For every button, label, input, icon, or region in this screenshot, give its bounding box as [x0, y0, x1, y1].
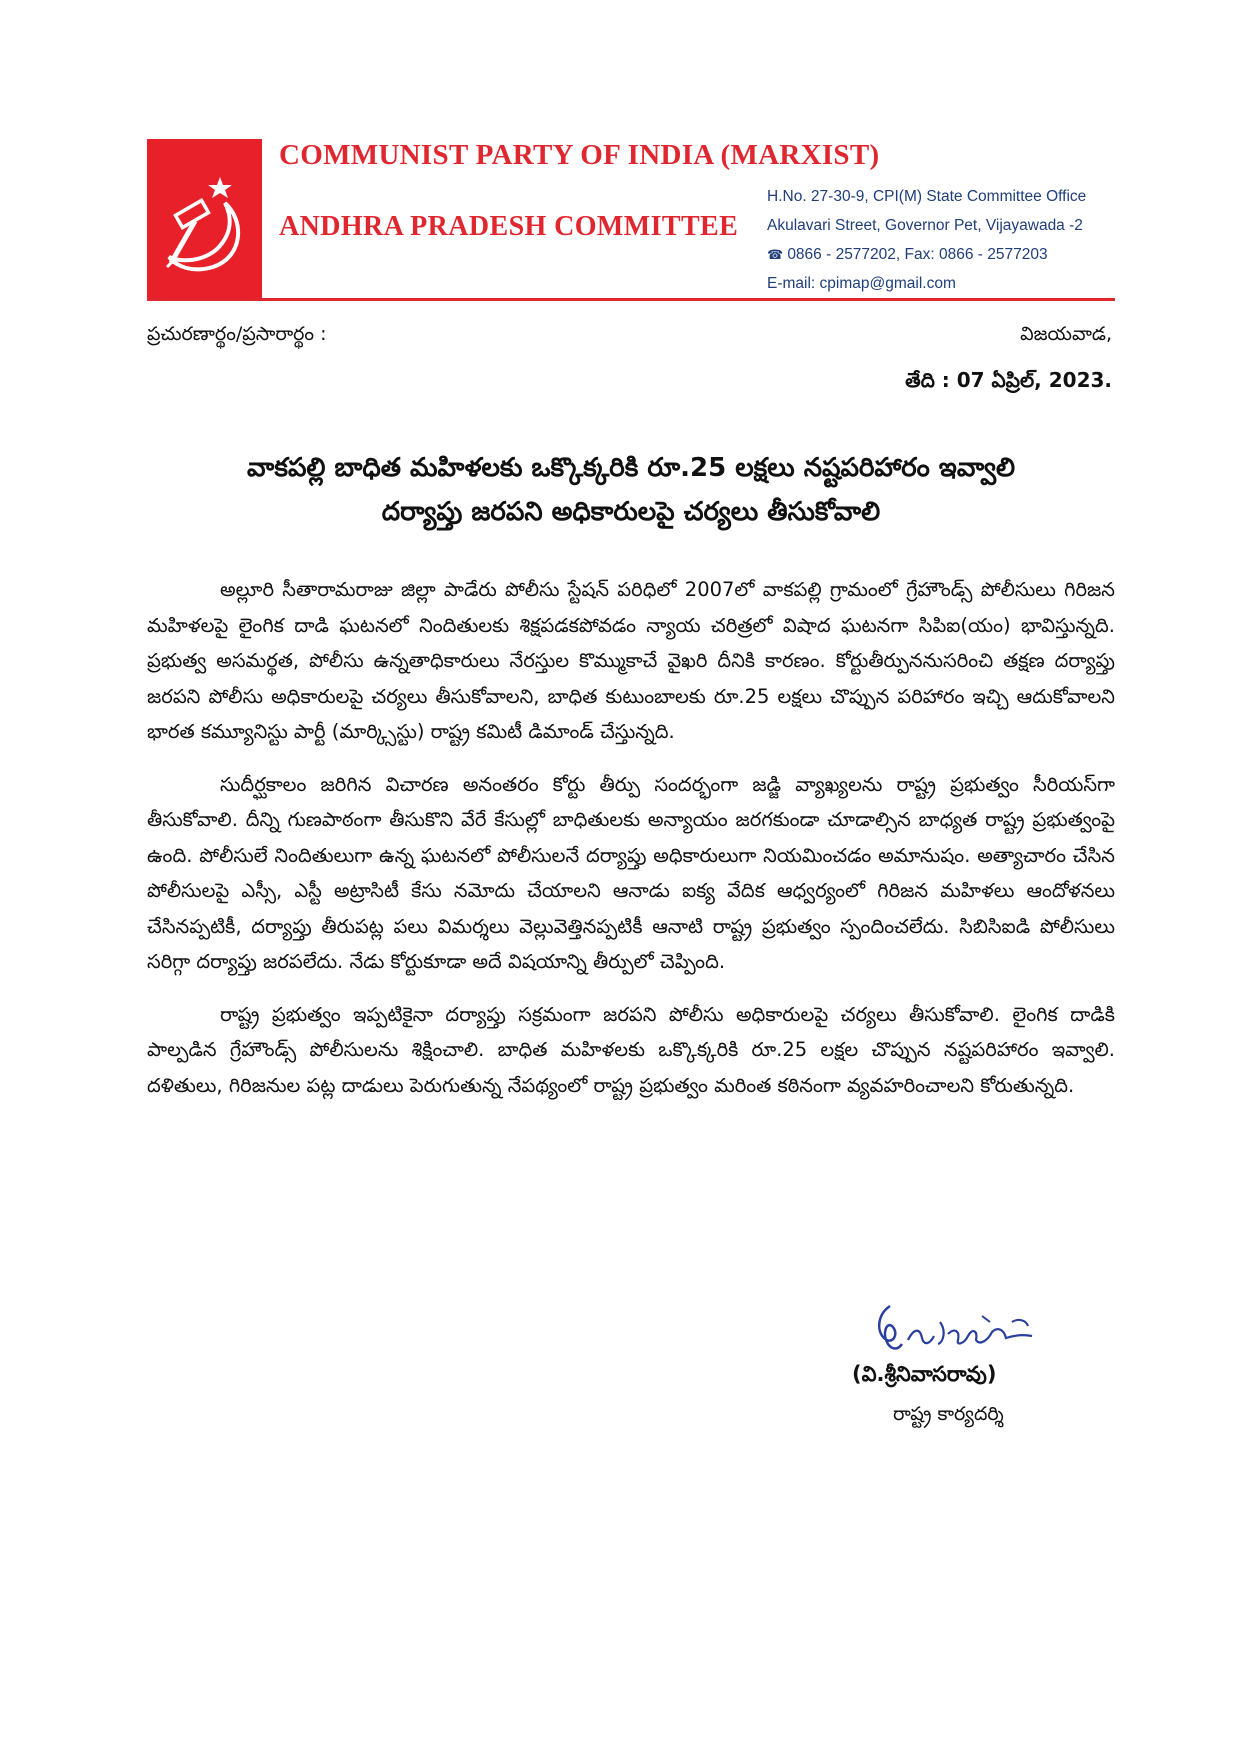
- signatory-title: రాష్ట్ర కార్యదర్శి: [893, 1403, 1004, 1425]
- address-line-2: Akulavari Street, Governor Pet, Vijayawada -2: [767, 217, 1083, 234]
- paragraph-1: అల్లూరి సీతారామరాజు జిల్లా పాడేరు పోలీసు స్టేషన్ పరిధిలో 2007లో వాకపల్లి గ్రామంలో గ్రేహౌండ్స్ పోలీసులు గిరిజన మహిళలపై లైంగిక దాడి ఘటనలో నిందితులకు శిక్షపడకపోవడం న్యాయ చరిత్రలో విషాద ఘటనగా సిపిఐ(యం) భావిస్తున్నది. ప్రభుత్వ అసమర్థత, పోలీసు ఉన్నతాధికారులు నేరస్తుల కొమ్ముకాచే వైఖరి దీనికి కారణం. కోర్టుతీర్పుననుసరించి తక్షణ దర్యాప్తు జరపని పోలీసు అధికారులపై చర్యలు తీసుకోవాలని, బాధిత కుటుంబాలకు రూ.25 లక్షలు చొప్పున పరిహారం ఇచ్చి ఆదుకోవాలని భారత కమ్యూనిస్టు పార్టీ (మార్క్సిస్టు) రాష్ట్ర కమిటీ డిమాండ్ చేస్తున్నది.: [147, 578, 1115, 743]
- header-divider: [147, 298, 1115, 301]
- party-name: COMMUNIST PARTY OF INDIA (MARXIST): [279, 139, 880, 171]
- handwritten-signature: [862, 1300, 1062, 1360]
- letterhead: [147, 139, 1115, 299]
- address-line-1: H.No. 27-30-9, CPI(M) State Committee Office: [767, 188, 1087, 205]
- heading-line-2: దర్యాప్తు జరపని అధికారులపై చర్యలు తీసుకోవాలి: [381, 497, 881, 527]
- committee-name: ANDHRA PRADESH COMMITTEE: [279, 211, 739, 242]
- phone-line: [767, 240, 1127, 269]
- contact-block: [767, 182, 1127, 298]
- date-label: తేది : 07 ఏప్రిల్, 2023.: [905, 368, 1112, 392]
- paragraph-2: సుదీర్ఘకాలం జరిగిన విచారణ అనంతరం కోర్టు తీర్పు సందర్భంగా జడ్జి వ్యాఖ్యలను రాష్ట్ర ప్రభుత్వం సీరియస్‌గా తీసుకోవాలి. దీన్ని గుణపాఠంగా తీసుకొని వేరే కేసుల్లో బాధితులకు అన్యాయం జరగకుండా చూడాల్సిన బాధ్యత రాష్ట్ర ప్రభుత్వంపై ఉంది. పోలీసులే నిందితులుగా ఉన్న ఘటనలో పోలీసులనే దర్యాప్తు అధికారులుగా నియమించడం అమానుషం. అత్యాచారం చేసిన పోలీసులపై ఎస్సీ, ఎస్టీ అట్రాసిటీ కేసు నమోదు చేయాలని ఆనాడు ఐక్య వేదిక ఆధ్వర్యంలో గిరిజన మహిళలు ఆందోళనలు చేసినప్పటికీ, దర్యాప్తు తీరుపట్ల పలు విమర్శలు వెల్లువెత్తినప్పటికీ ఆనాటి రాష్ట్ర ప్రభుత్వం స్పందించలేదు. సిబిసిఐడి పోలీసులు సరిగ్గా దర్యాప్తు జరపలేదు. నేడు కోర్టుకూడా అదే విషయాన్ని తీర్పులో చెప్పింది.: [147, 772, 1115, 973]
- hammer-sickle-icon: [147, 139, 262, 299]
- paragraph-3: రాష్ట్ర ప్రభుత్వం ఇప్పటికైనా దర్యాప్తు సక్రమంగా జరపని పోలీసు అధికారులపై చర్యలు తీసుకోవాలి. లైంగిక దాడికి పాల్పడిన గ్రేహౌండ్స్ పోలీసులను శిక్షించాలి. బాధిత మహిళలకు ఒక్కొక్కరికి రూ.25 లక్షల చొప్పున నష్టపరిహారం ఇవ్వాలి. దళితులు, గిరిజనుల పట్ల దాడులు పెరుగుతున్న నేపథ్యంలో రాష్ట్ర ప్రభుత్వం మరింత కఠినంగా వ్యవహరించాలని కోరుతున్నది.: [147, 1002, 1115, 1097]
- heading-line-1: వాకపల్లి బాధిత మహిళలకు ఒక్కొక్కరికి రూ.25 లక్షలు నష్టపరిహారం ఇవ్వాలి: [246, 453, 1016, 483]
- for-publication-label: ప్రచురణార్థం/ప్రసారార్థం :: [147, 323, 327, 345]
- press-release-body: [147, 572, 1115, 1120]
- email-line: E-mail: cpimap@gmail.com: [767, 275, 956, 292]
- place-label: విజయవాడ,: [1020, 323, 1112, 345]
- phone-icon: ☎: [767, 247, 784, 262]
- party-logo: [147, 139, 262, 299]
- press-release-heading: [147, 446, 1115, 534]
- phone-text: 0866 - 2577202, Fax: 0866 - 2577203: [787, 246, 1048, 263]
- signatory-name: (వి.శ్రీనివాసరావు): [852, 1362, 997, 1386]
